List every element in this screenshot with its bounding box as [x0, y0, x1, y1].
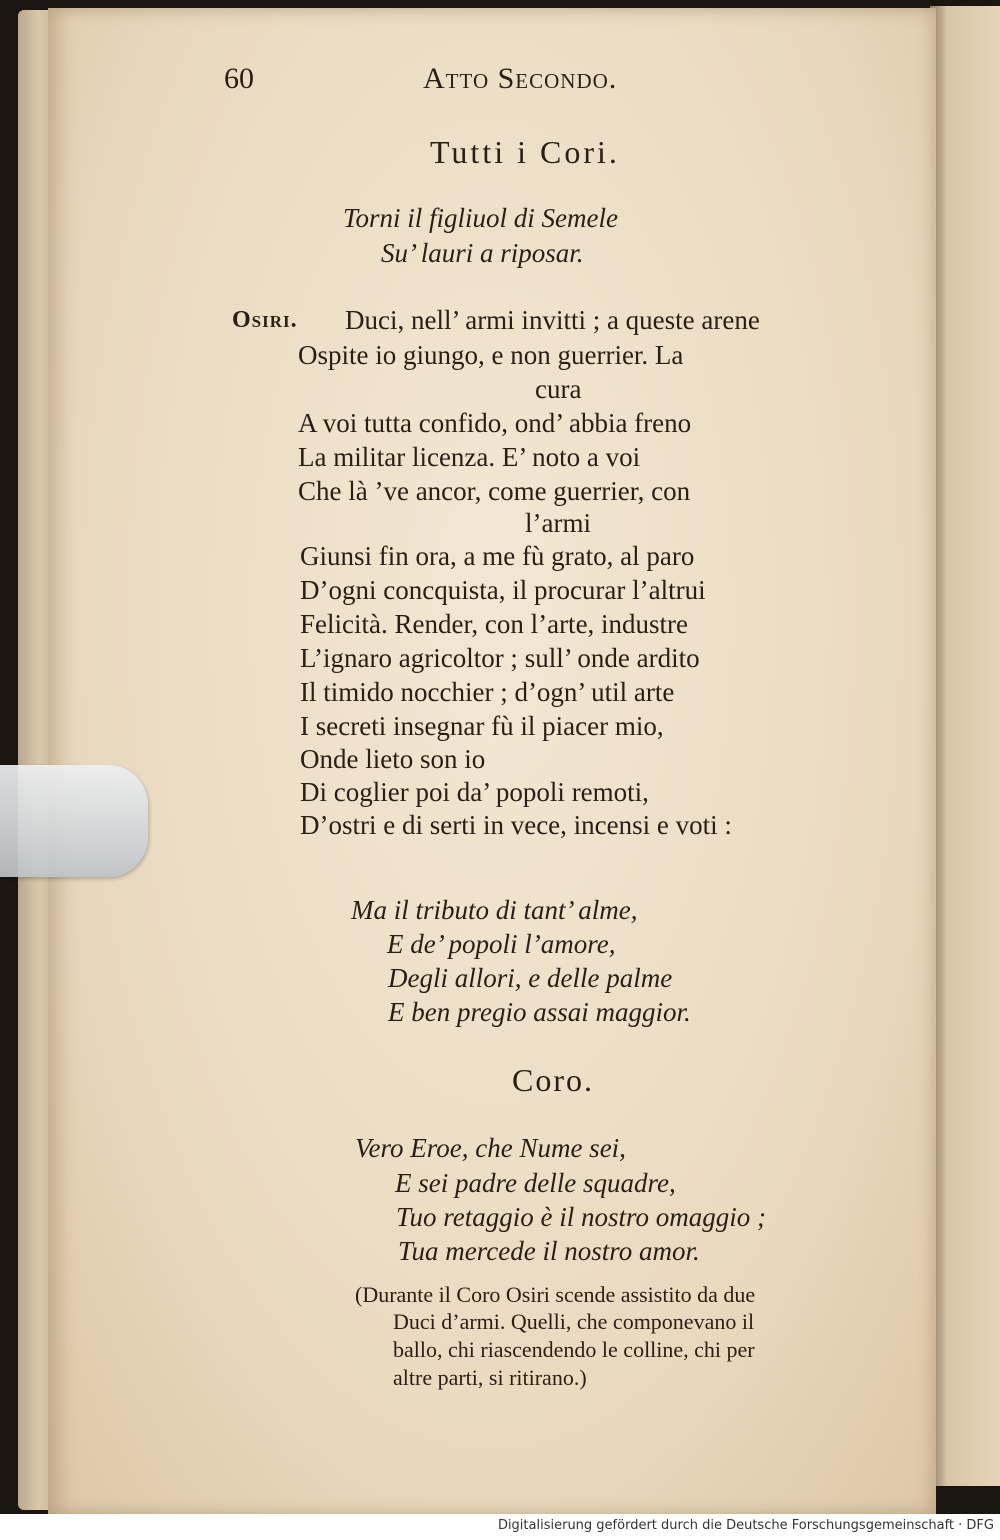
glass-page-holder — [0, 765, 148, 877]
stage-direction-line: ballo, chi riascendendo le colline, chi per — [393, 1337, 755, 1362]
verse-line: Giunsi fin ora, a me fù grato, al paro — [300, 541, 695, 571]
footer-credit-bar — [0, 1514, 1000, 1540]
verse-line: La militar licenza. E’ noto a voi — [298, 442, 641, 472]
stage-direction-line: (Durante il Coro Osiri scende assistito da due — [355, 1282, 756, 1307]
verse-line: Su’ lauri a riposar. — [381, 238, 584, 268]
stage-direction-line: Duci d’armi. Quelli, che componevano il — [393, 1309, 755, 1334]
verse-line: Duci, nell’ armi invitti ; a queste arene — [345, 305, 760, 335]
chorus-line: E sei padre delle squadre, — [395, 1168, 676, 1198]
chorus-line: Tuo retaggio è il nostro omaggio ; — [396, 1202, 767, 1232]
page-number: 60 — [224, 62, 254, 95]
verse-line: D’ostri e di serti in vece, incensi e voti : — [300, 810, 732, 840]
chorus-line: Tua mercede il nostro amor. — [398, 1236, 700, 1266]
aria-line: Degli allori, e delle palme — [388, 963, 673, 993]
verse-line: Che là ’ve ancor, come guerrier, con — [298, 476, 691, 506]
verse-line: I secreti insegnar fù il piacer mio, — [300, 711, 664, 741]
verse-line: Ospite io giungo, e non guerrier. La — [298, 340, 684, 370]
verse-line: Torni il figliuol di Semele — [343, 203, 619, 233]
footer-credit-text: Digitalisierung gefördert durch die Deutsche Forschungsgemeinschaft · DFG — [497, 1518, 994, 1533]
verse-line: Di coglier poi da’ popoli remoti, — [300, 777, 649, 807]
chorus-line: Vero Eroe, che Nume sei, — [355, 1133, 626, 1163]
stage-direction-line: altre parti, si ritirano.) — [393, 1365, 587, 1390]
running-title: Atto Secondo. — [423, 62, 618, 95]
facing-page-edge — [930, 6, 1000, 1486]
speaker-name: Osiri. — [232, 307, 298, 333]
verse-line: Felicità. Render, con l’arte, industre — [300, 609, 689, 639]
aria-line: Ma il tributo di tant’ alme, — [351, 895, 638, 925]
verse-line: Il timido nocchier ; d’ogn’ util arte — [300, 677, 675, 707]
section-heading-coro: Coro. — [512, 1062, 594, 1098]
verse-line: l’armi — [525, 508, 591, 538]
verse-line: L’ignaro agricoltor ; sull’ onde ardito — [300, 643, 700, 673]
verse-line: Onde lieto son io — [300, 744, 486, 774]
aria-line: E ben pregio assai maggior. — [388, 997, 691, 1027]
aria-line: E de’ popoli l’amore, — [387, 929, 616, 959]
verse-line: D’ogni concquista, il procurar l’altrui — [300, 575, 706, 605]
verse-line: A voi tutta confido, ond’ abbia freno — [298, 408, 692, 438]
verse-line: cura — [535, 374, 582, 404]
section-heading-tutti-i-cori: Tutti i Cori. — [430, 134, 620, 170]
